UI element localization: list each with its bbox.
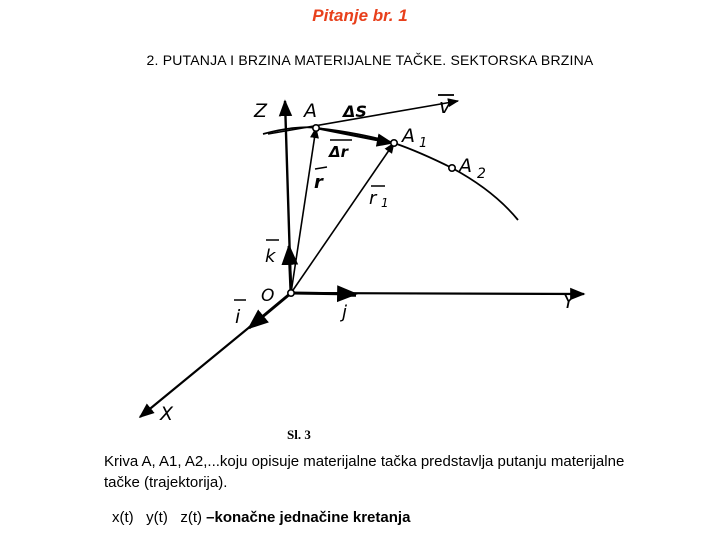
figure-caption: Sl. 3: [287, 427, 311, 442]
label-x: X: [160, 403, 174, 425]
description-text: Kriva A, A1, A2,...koju opisuje materijalne tačka predstavlja putanju materijalne tačke (trajektorija).: [104, 453, 625, 491]
vector-bar-r: [315, 167, 327, 169]
point-a1: [391, 140, 397, 146]
label-i: i: [235, 306, 241, 328]
displacement-vector: [316, 128, 392, 143]
origin-point: [288, 290, 294, 296]
page-heading: Pitanje br. 1: [312, 6, 408, 25]
label-a2-sub: 2: [477, 166, 486, 182]
equation-label: –konačne jednačine kretanja: [206, 509, 411, 526]
point-a2: [449, 165, 455, 171]
equation-line: [112, 509, 410, 526]
label-a2: A: [459, 155, 472, 177]
label-j: j: [342, 302, 348, 323]
label-z: Z: [254, 100, 268, 122]
label-r1-sub: 1: [381, 196, 389, 210]
unit-vector-k: [289, 246, 291, 293]
label-a1: A: [402, 125, 415, 147]
position-vector-r1: [291, 143, 394, 293]
equation-variables: x(t) y(t) z(t): [112, 509, 207, 526]
position-vector-r: [291, 128, 316, 293]
label-r1: r: [369, 188, 377, 209]
section-title: 2. PUTANJA I BRZINA MATERIJALNE TAČKE. SEKTORSKA BRZINA: [146, 52, 594, 68]
label-a: A: [304, 100, 317, 122]
label-ds: ΔS: [343, 102, 367, 121]
unit-vector-j: [291, 293, 356, 294]
label-y: Y: [563, 291, 575, 313]
label-k: k: [265, 246, 276, 267]
label-dr: Δr: [329, 143, 349, 161]
point-a: [313, 125, 319, 131]
label-a1-sub: 1: [419, 136, 428, 151]
label-v: v: [439, 94, 451, 118]
label-o: O: [261, 286, 275, 306]
label-r: r: [314, 172, 323, 193]
